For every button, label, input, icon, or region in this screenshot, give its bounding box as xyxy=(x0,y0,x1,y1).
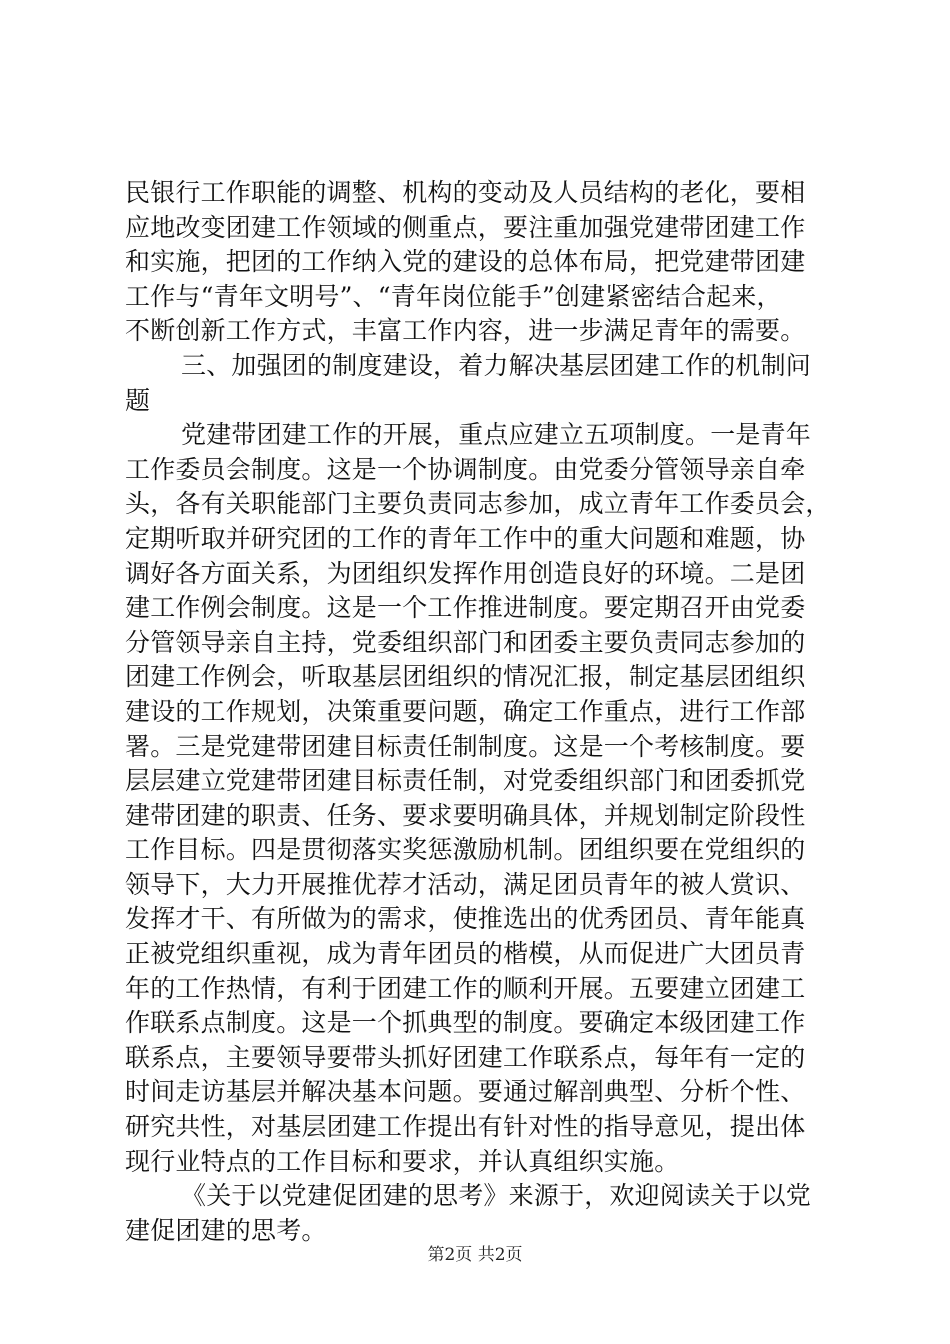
text-line: 工作目标。四是贯彻落实奖惩激励机制。团组织要在党组织的 xyxy=(125,835,806,865)
text-line: 领导下，大力开展推优荐才活动，满足团员青年的被人赏识、 xyxy=(125,869,806,899)
text-line: 现行业特点的工作目标和要求，并认真组织实施。 xyxy=(125,1146,680,1176)
text-line: 民银行工作职能的调整、机构的变动及人员结构的老化，要相 xyxy=(125,178,806,207)
text-line: 分管领导亲自主持，党委组织部门和团委主要负责同志参加的 xyxy=(125,627,806,657)
text-line: 时间走访基层并解决基本问题。要通过解剖典型、分析个性、 xyxy=(125,1077,806,1107)
source-note-continued: 建促团建的思考。 xyxy=(125,1215,327,1245)
document-body xyxy=(125,176,835,1248)
text-line: 层层建立党建带团建目标责任制，对党委组织部门和团委抓党 xyxy=(125,766,806,796)
text-line: 团建工作例会，听取基层团组织的情况汇报，制定基层团组织 xyxy=(125,662,806,692)
page-number-footer: 第2页 共2页 xyxy=(427,1245,523,1265)
text-line: 调好各方面关系，为团组织发挥作用创造良好的环境。二是团 xyxy=(125,558,806,588)
source-note: 《关于以党建促团建的思考》来源于，欢迎阅读关于以党 xyxy=(181,1181,812,1211)
text-line: 头，各有关职能部门主要负责同志参加，成立青年工作委员会， xyxy=(125,489,831,519)
text-line: 年的工作热情，有利于团建工作的顺利开展。五要建立团建工 xyxy=(125,973,806,1003)
text-line: 发挥才干、有所做为的需求，使推选出的优秀团员、青年能真 xyxy=(125,904,806,934)
section-heading: 三、加强团的制度建设，着力解决基层团建工作的机制问 xyxy=(181,350,812,380)
text-line: 正被党组织重视，成为青年团员的楷模，从而促进广大团员青 xyxy=(125,939,806,969)
section-heading-continued: 题 xyxy=(125,385,151,415)
text-line: 建工作例会制度。这是一个工作推进制度。要定期召开由党委 xyxy=(125,593,806,623)
text-line: 作联系点制度。这是一个抓典型的制度。要确定本级团建工作 xyxy=(125,1008,806,1038)
text-line: 研究共性，对基层团建工作提出有针对性的指导意见，提出体 xyxy=(125,1112,806,1142)
text-line: 工作委员会制度。这是一个协调制度。由党委分管领导亲自牵 xyxy=(125,454,806,484)
text-line: 和实施，把团的工作纳入党的建设的总体布局，把党建带团建 xyxy=(125,247,806,277)
text-line: 定期听取并研究团的工作的青年工作中的重大问题和难题，协 xyxy=(125,523,806,553)
text-line: 建带团建的职责、任务、要求要明确具体，并规划制定阶段性 xyxy=(125,800,806,830)
text-line: 建设的工作规划，决策重要问题，确定工作重点，进行工作部 xyxy=(125,696,806,726)
text-line: 联系点，主要领导要带头抓好团建工作联系点，每年有一定的 xyxy=(125,1042,806,1072)
text-line: 工作与“青年文明号”、“青年岗位能手”创建紧密结合起来， xyxy=(125,281,782,311)
paragraph-start: 党建带团建工作的开展，重点应建立五项制度。一是青年 xyxy=(181,420,812,450)
text-line: 应地改变团建工作领域的侧重点，要注重加强党建带团建工作 xyxy=(125,212,806,242)
text-line: 署。三是党建带团建目标责任制制度。这是一个考核制度。要 xyxy=(125,731,806,761)
text-line: 不断创新工作方式，丰富工作内容，进一步满足青年的需要。 xyxy=(125,316,806,346)
